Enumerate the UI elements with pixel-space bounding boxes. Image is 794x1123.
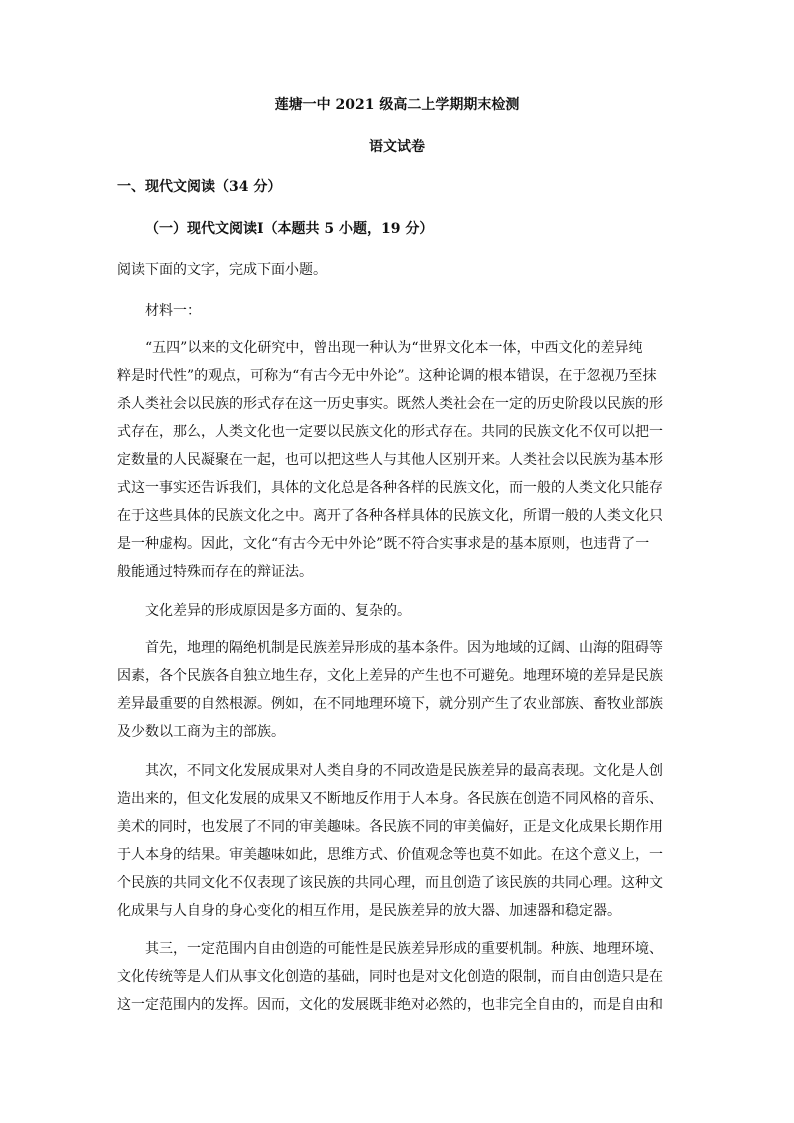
paragraph-line: 式存在，那么，人类文化也一定要以民族文化的形式存在。共同的民族文化不仅可以把一 [117,424,663,440]
paragraph-3 [117,634,677,746]
paragraph-line: 定数量的人民凝聚在一起，也可以把这些人与其他人区别开来。人类社会以民族为基本形 [117,452,663,468]
paragraph-line: 首先，地理的隔绝机制是民族差异形成的基本条件。因为地域的辽阔、山海的阻碍等 [145,640,663,656]
paragraph-line: 及少数以工商为主的部族。 [117,724,285,740]
paragraph-line: 因素，各个民族各自独立地生存，文化上差异的产生也不可避免。地理环境的差异是民族 [117,668,663,684]
paragraph-line: 是一种虚构。因此，文化“有古今无中外论”既不符合实事求是的基本原则，也违背了一 [117,536,650,552]
paragraph-1 [117,334,677,586]
paragraph-line: 造出来的，但文化发展的成果又不断地反作用于人本身。各民族在创造不同风格的音乐、 [117,791,663,807]
paragraph-4 [117,757,677,925]
paragraph-line: 其次，不同文化发展成果对人类自身的不同改造是民族差异的最高表现。文化是人创 [145,763,663,779]
section-heading: 一、现代文阅读（34 分） [117,179,282,195]
paragraph-line: “五四”以来的文化研究中，曾出现一种认为“世界文化本一体，中西文化的差异纯 [145,340,643,356]
paragraph-line: 于人本身的结果。审美趣味如此，思维方式、价值观念等也莫不如此。在这个意义上，一 [117,847,663,863]
paragraph-line: 般能通过特殊而存在的辩证法。 [117,564,313,580]
paragraph-line: 个民族的共同文化不仅表现了该民族的共同心理，而且创造了该民族的共同心理。这种文 [117,875,663,891]
material-label: 材料一： [145,303,201,319]
paragraph-line: 其三，一定范围内自由创造的可能性是民族差异形成的重要机制。种族、地理环境、 [145,941,663,957]
paragraph-line: 文化传统等是人们从事文化创造的基础，同时也是对文化创造的限制，而自由创造只是在 [117,969,663,985]
exam-subtitle: 语文试卷 [369,139,425,155]
paragraph-line: 这一定范围内的发挥。因而，文化的发展既非绝对必然的，也非完全自由的，而是自由和 [117,997,663,1013]
paragraph-line: 美术的同时，也发展了不同的审美趣味。各民族不同的审美偏好，正是文化成果长期作用 [117,819,663,835]
paragraph-line: 杀人类社会以民族的形式存在这一历史事实。既然人类社会在一定的历史阶段以民族的形 [117,396,663,412]
paragraph-line: 在于这些具体的民族文化之中。离开了各种各样具体的民族文化，所谓一般的人类文化只 [117,508,663,524]
exam-title: 莲塘一中 2021 级高二上学期期末检测 [274,97,520,113]
paragraph-5 [117,935,677,1019]
paragraph-2 [117,597,677,625]
paragraph-line: 化成果与人自身的身心变化的相互作用，是民族差异的放大器、加速器和稳定器。 [117,903,621,919]
paragraph-line: 式这一事实还告诉我们，具体的文化总是各种各样的民族文化，而一般的人类文化只能存 [117,480,663,496]
paragraph-line: 差异最重要的自然根源。例如，在不同地理环境下，就分别产生了农业部族、畜牧业部族 [117,696,663,712]
paragraph-line: 文化差异的形成原因是多方面的、复杂的。 [145,603,411,619]
paragraph-line: 粹是时代性”的观点，可称为“有古今无中外论”。这种论调的根本错误，在于忽视乃至抹 [117,368,657,384]
subsection-heading: （一）现代文阅读Ⅰ（本题共 5 小题，19 分） [145,221,434,237]
reading-instruction: 阅读下面的文字，完成下面小题。 [117,262,327,278]
